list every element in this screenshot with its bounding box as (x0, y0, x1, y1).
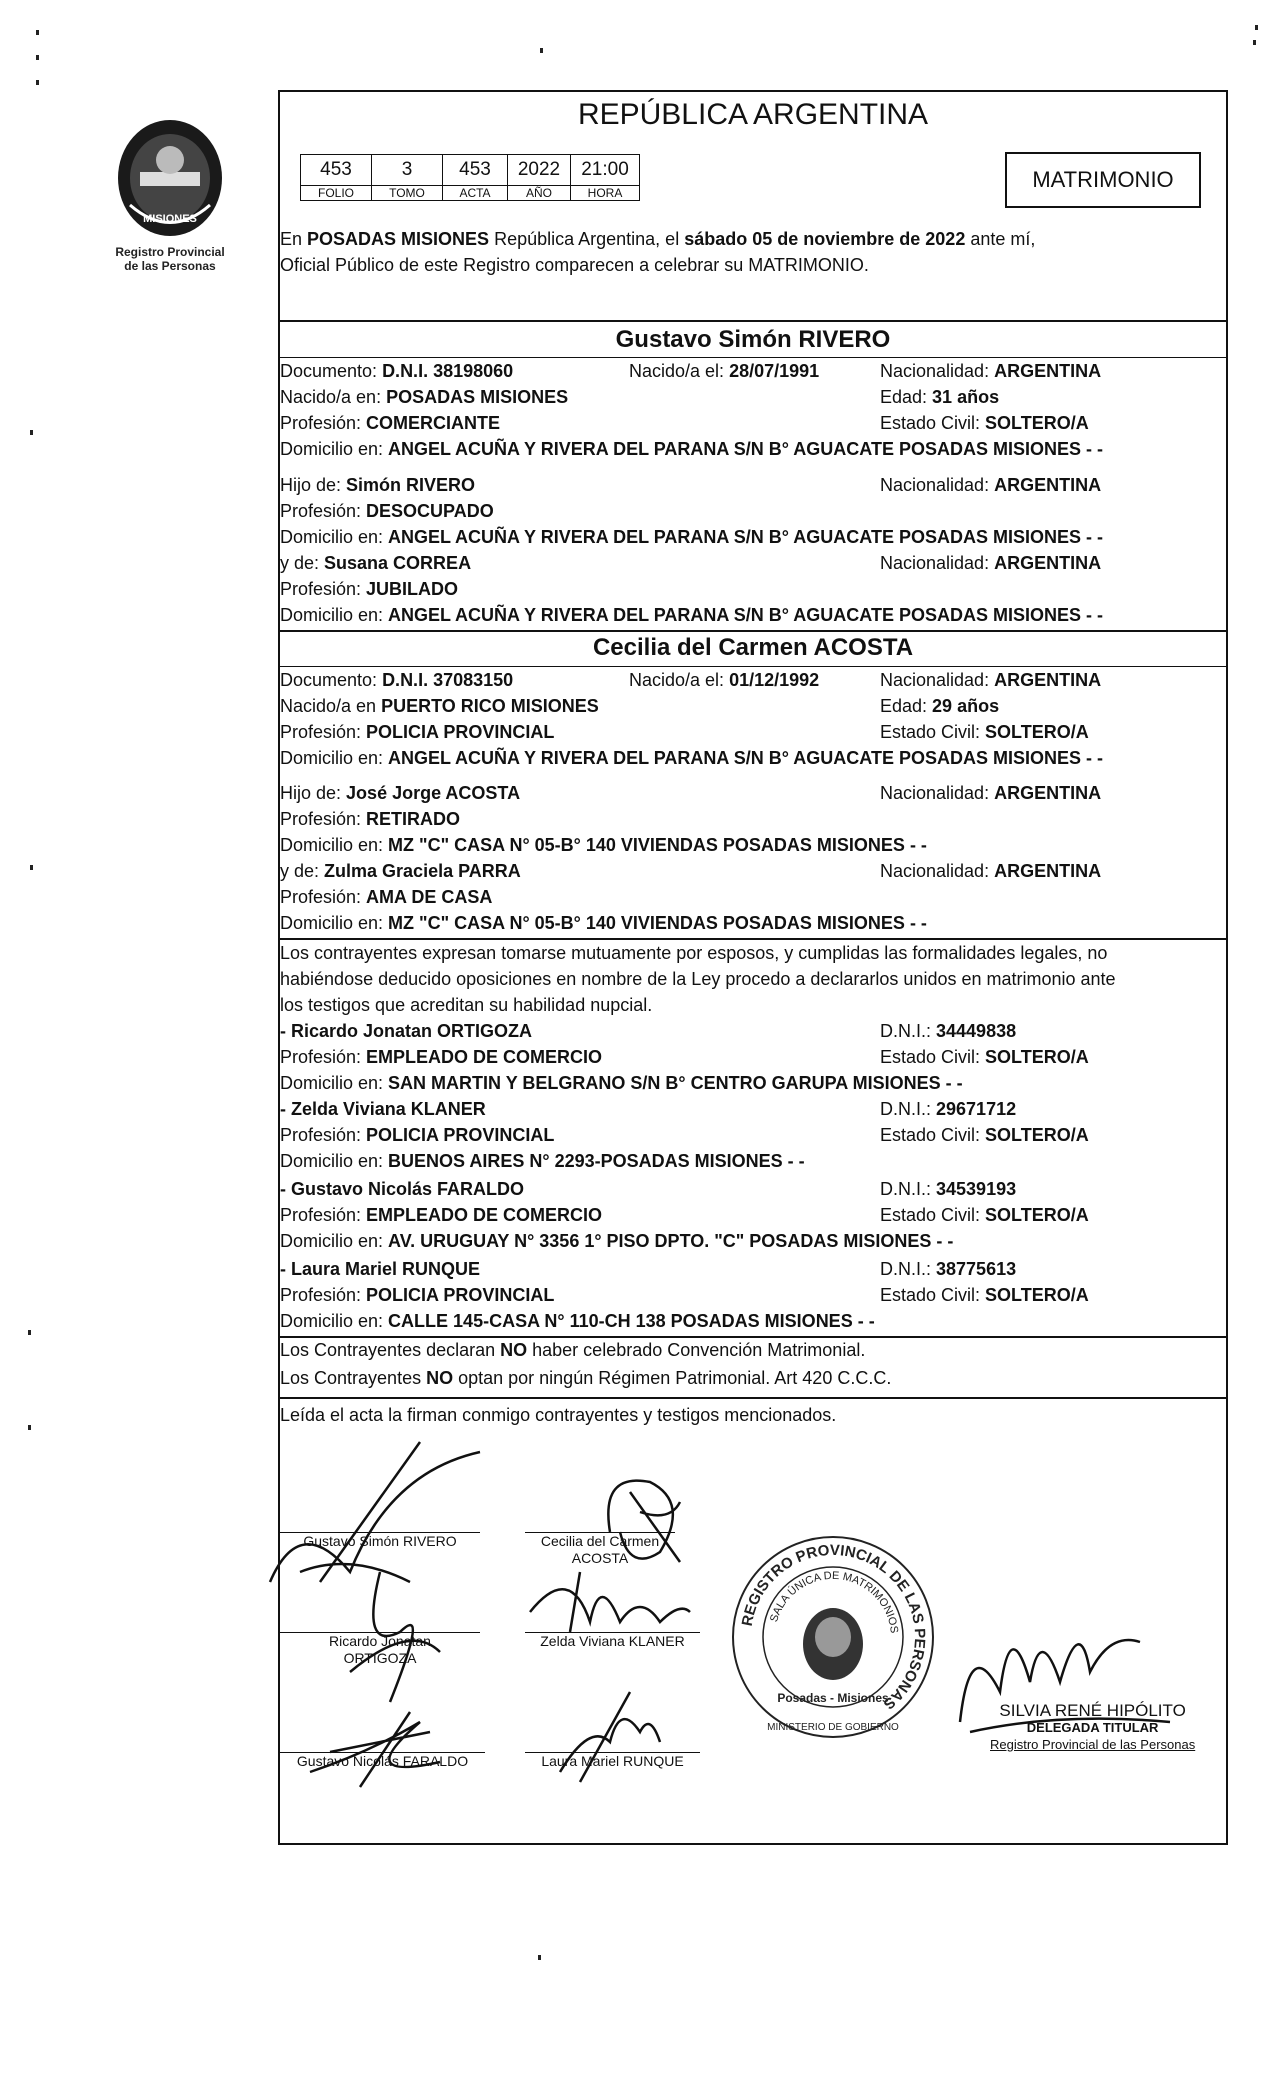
divider (280, 357, 1226, 358)
acta-value: 453 (443, 155, 508, 186)
spouse-1-father-address-row: Domicilio en: ANGEL ACUÑA Y RIVERA DEL PARANA S/N B° AGUACATE POSADAS MISIONES - - (280, 527, 1103, 547)
witness-4-profession-row: Profesión: POLICIA PROVINCIAL Estado Civil: SOLTERO/A (280, 1285, 1089, 1305)
record-type-box: MATRIMONIO (1005, 152, 1201, 208)
spouse-2-birthplace-row: Nacido/a en PUERTO RICO MISIONES Edad: 29 años (280, 696, 1000, 716)
svg-text:MINISTERIO DE GOBIERNO: MINISTERIO DE GOBIERNO (767, 1722, 899, 1733)
spouse-2-father-address-row: Domicilio en: MZ "C" CASA N° 05-B° 140 VIVIENDAS POSADAS MISIONES - - (280, 835, 927, 855)
spouse-1-name: Gustavo Simón RIVERO (615, 326, 891, 353)
divider (280, 630, 1226, 632)
spouse-1-father-profession-row: Profesión: DESOCUPADO (280, 501, 494, 521)
declaration-line-3: los testigos que acreditan su habilidad nupcial. (280, 995, 653, 1015)
witness-4-name-row: - Laura Mariel RUNQUE D.N.I.: 38775613 (280, 1259, 1017, 1279)
declaration-line-2: habiéndose deducido oposiciones en nombre de la Ley procedo a declararlos unidos en matrimonio ante (280, 969, 1116, 989)
signature-runque-icon (540, 1682, 690, 1792)
scan-mark (540, 48, 543, 53)
official-name: SILVIA RENÉ HIPÓLITO (999, 1701, 1186, 1720)
declaration-line-1: Los contrayentes expresan tomarse mutuamente por esposos, y cumplidas las formalidades legales, no (280, 943, 1108, 963)
spouse-2-mother-profession-row: Profesión: AMA DE CASA (280, 887, 493, 907)
witness-1-address-row: Domicilio en: SAN MARTIN Y BELGRANO S/N B° CENTRO GARUPA MISIONES - - (280, 1073, 963, 1093)
spouse-1-mother-address-row: Domicilio en: ANGEL ACUÑA Y RIVERA DEL PARANA S/N B° AGUACATE POSADAS MISIONES - - (280, 605, 1103, 625)
spouse-2-address-row: Domicilio en: ANGEL ACUÑA Y RIVERA DEL PARANA S/N B° AGUACATE POSADAS MISIONES - - (280, 748, 1103, 768)
spouse-1-birthplace-row: Nacido/a en: POSADAS MISIONES Edad: 31 años (280, 387, 1000, 407)
signature-label-runque: Laura Mariel RUNQUE (525, 1752, 700, 1770)
official-office: Registro Provincial de las Personas (990, 1737, 1196, 1752)
witness-4-address-row: Domicilio en: CALLE 145-CASA N° 110-CH 138 POSADAS MISIONES - - (280, 1311, 875, 1331)
acta-label: ACTA (443, 186, 508, 201)
scan-mark (28, 1425, 31, 1430)
intro-line-2: Oficial Público de este Registro comparecen a celebrar su MATRIMONIO. (280, 255, 869, 275)
logo-caption: Registro Provincial de las Personas (115, 245, 225, 273)
divider (280, 666, 1226, 667)
spouse-1-document-row: Documento: D.N.I. 38198060 Nacido/a el: 28/07/1991 Nacionalidad: ARGENTINA (280, 361, 1102, 381)
scan-mark (36, 80, 39, 85)
official-role: DELEGADA TITULAR (1026, 1720, 1159, 1735)
spouse-1-profession-row: Profesión: COMERCIANTE Estado Civil: SOLTERO/A (280, 413, 1089, 433)
scan-mark (538, 1955, 541, 1960)
scan-mark (30, 430, 33, 435)
folio-value: 453 (301, 155, 372, 186)
svg-text:REGISTRO PROVINCIAL DE LAS PER: REGISTRO PROVINCIAL DE LAS PERSONAS (738, 1541, 929, 1713)
record-registry-table (300, 154, 640, 201)
signature-klaner-icon (510, 1552, 710, 1672)
official-seal-icon (728, 1532, 938, 1742)
signature-label-acosta: Cecilia del Carmen ACOSTA (525, 1532, 675, 1567)
signatures-intro: Leída el acta la firman conmigo contrayentes y testigos mencionados. (280, 1405, 837, 1425)
tomo-label: TOMO (372, 186, 443, 201)
spouse-2-document-row: Documento: D.N.I. 37083150 Nacido/a el: 01/12/1992 Nacionalidad: ARGENTINA (280, 670, 1102, 690)
registry-logo (100, 110, 240, 290)
scan-mark (1255, 25, 1258, 30)
spouse-2-mother-address-row: Domicilio en: MZ "C" CASA N° 05-B° 140 VIVIENDAS POSADAS MISIONES - - (280, 913, 927, 933)
spouse-1-address-row: Domicilio en: ANGEL ACUÑA Y RIVERA DEL PARANA S/N B° AGUACATE POSADAS MISIONES - - (280, 439, 1103, 459)
divider (280, 320, 1226, 322)
spouse-1-mother-profession-row: Profesión: JUBILADO (280, 579, 459, 599)
marriage-record (278, 90, 1228, 1845)
signature-faraldo-icon (290, 1692, 470, 1802)
witness-3-name-row: - Gustavo Nicolás FARALDO D.N.I.: 34539193 (280, 1179, 1017, 1199)
signature-label-klaner: Zelda Viviana KLANER (525, 1632, 700, 1650)
svg-text:Posadas - Misiones: Posadas - Misiones (777, 1691, 889, 1705)
witness-3-address-row: Domicilio en: AV. URUGUAY N° 3356 1° PISO DPTO. "C" POSADAS MISIONES - - (280, 1231, 954, 1251)
tomo-value: 3 (372, 155, 443, 186)
hora-value: 21:00 (571, 155, 640, 186)
signature-label-rivero: Gustavo Simón RIVERO (280, 1532, 480, 1550)
spouse-2-name: Cecilia del Carmen ACOSTA (592, 634, 914, 661)
scan-mark (30, 865, 33, 870)
spouse-1-father-row: Hijo de: Simón RIVERO Nacionalidad: ARGENTINA (280, 475, 1102, 495)
witness-2-address-row: Domicilio en: BUENOS AIRES N° 2293-POSADAS MISIONES - - (280, 1151, 805, 1171)
spouse-2-profession-row: Profesión: POLICIA PROVINCIAL Estado Civil: SOLTERO/A (280, 722, 1089, 742)
intro-line-1: En POSADAS MISIONES República Argentina, el sábado 05 de noviembre de 2022 ante mí, (280, 229, 1036, 249)
spouse-2-father-row: Hijo de: José Jorge ACOSTA Nacionalidad: ARGENTINA (280, 783, 1102, 803)
spouse-1-mother-row: y de: Susana CORREA Nacionalidad: ARGENTINA (280, 553, 1102, 573)
regime-line-2: Los Contrayentes NO optan por ningún Régimen Patrimonial. Art 420 C.C.C. (280, 1368, 892, 1388)
signature-label-faraldo: Gustavo Nicolás FARALDO (280, 1752, 485, 1770)
svg-text:MISIONES: MISIONES (143, 213, 197, 225)
divider (280, 1336, 1226, 1338)
spouse-2-mother-row: y de: Zulma Graciela PARRA Nacionalidad: ARGENTINA (280, 861, 1102, 881)
hora-label: HORA (571, 186, 640, 201)
divider (280, 1397, 1226, 1399)
witness-1-profession-row: Profesión: EMPLEADO DE COMERCIO Estado Civil: SOLTERO/A (280, 1047, 1089, 1067)
scan-mark (28, 1330, 31, 1335)
svg-text:SALA ÚNICA DE MATRIMONIOS: SALA ÚNICA DE MATRIMONIOS (768, 1569, 900, 1634)
regime-line-1: Los Contrayentes declaran NO haber celebrado Convención Matrimonial. (280, 1340, 866, 1360)
ano-value: 2022 (508, 155, 571, 186)
scan-mark (36, 30, 39, 35)
witness-2-profession-row: Profesión: POLICIA PROVINCIAL Estado Civil: SOLTERO/A (280, 1125, 1089, 1145)
scan-mark (36, 55, 39, 60)
divider (280, 938, 1226, 940)
province-coat-of-arms-icon (110, 110, 230, 240)
folio-label: FOLIO (301, 186, 372, 201)
signature-label-ortigoza: Ricardo Jonatan ORTIGOZA (280, 1632, 480, 1667)
witness-2-name-row: - Zelda Viviana KLANER D.N.I.: 29671712 (280, 1099, 1017, 1119)
spouse-2-father-profession-row: Profesión: RETIRADO (280, 809, 461, 829)
official-signature-block (990, 1702, 1195, 1753)
witness-1-name-row: - Ricardo Jonatan ORTIGOZA D.N.I.: 34449838 (280, 1021, 1017, 1041)
country-title: REPÚBLICA ARGENTINA (577, 98, 929, 131)
ano-label: AÑO (508, 186, 571, 201)
scan-mark (1253, 40, 1256, 45)
witness-3-profession-row: Profesión: EMPLEADO DE COMERCIO Estado Civil: SOLTERO/A (280, 1205, 1089, 1225)
